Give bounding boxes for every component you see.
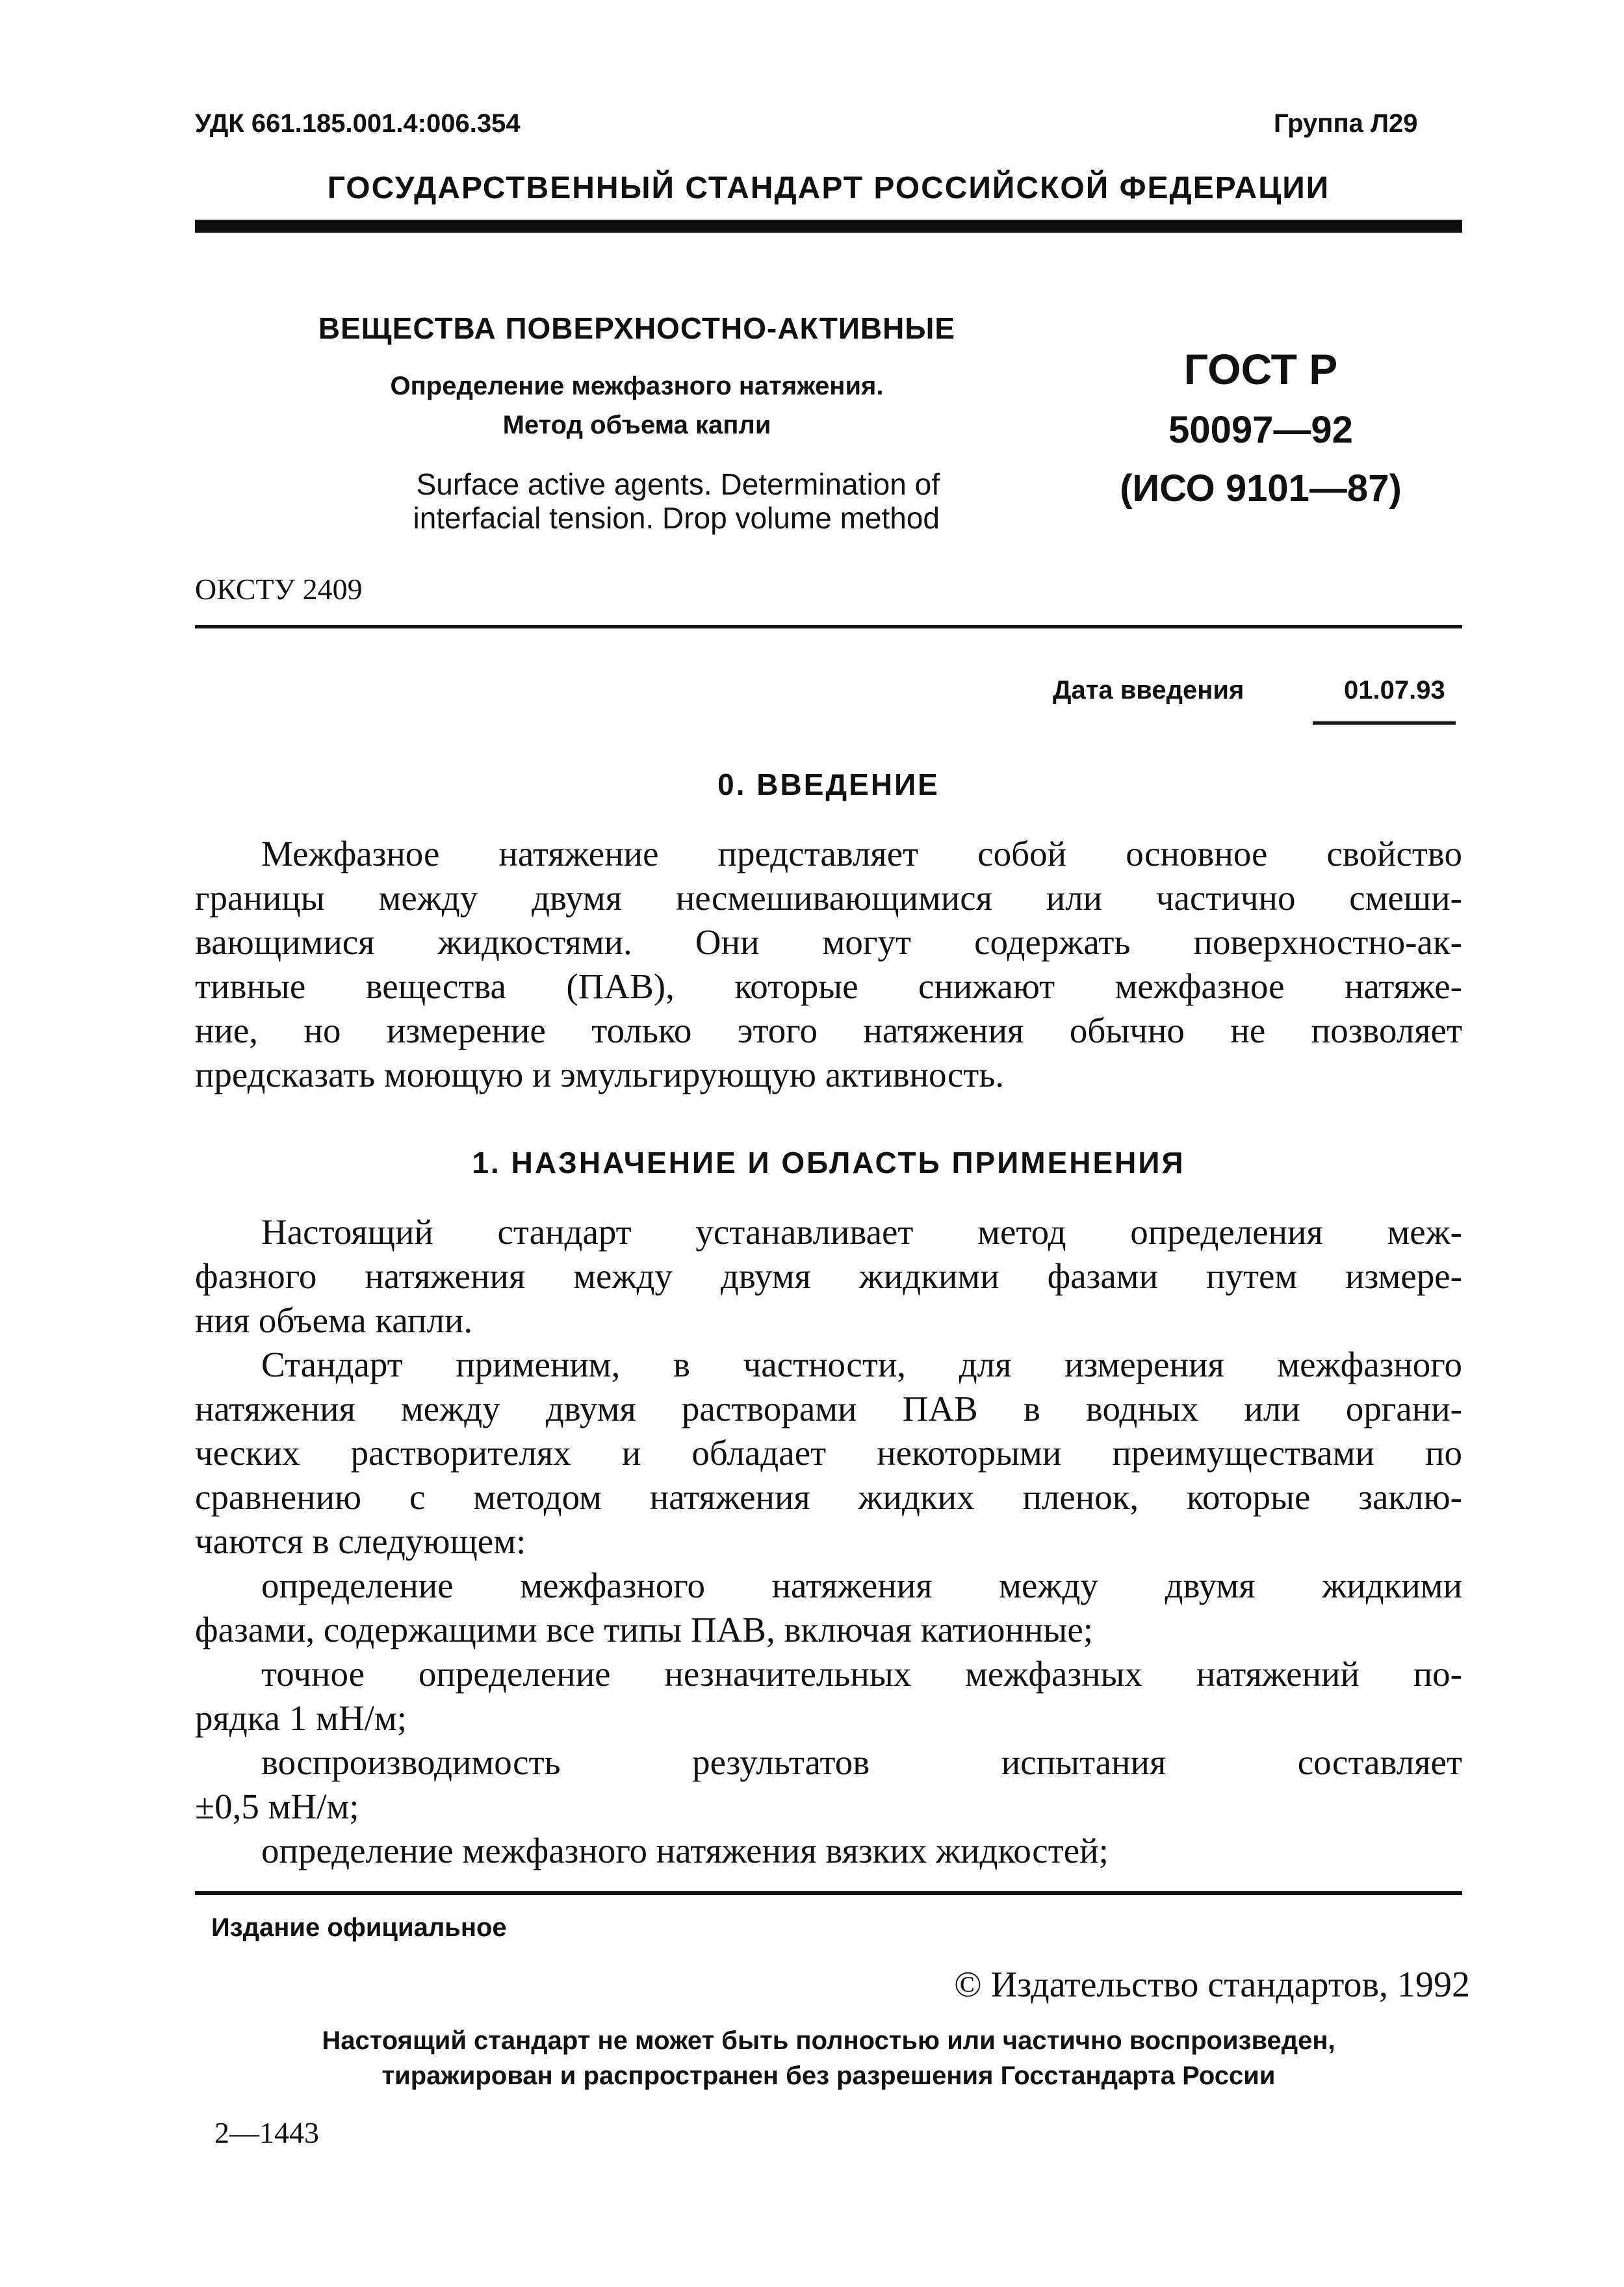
document-subtitle-line2: Метод объема капли	[502, 411, 771, 439]
group-code: Группа Л29	[1274, 109, 1418, 138]
section-1-line: ния объема капли.	[195, 1300, 473, 1340]
section-1-line: ческих растворителях и обладает некоторыми преимуществами по	[195, 1433, 1462, 1473]
intro-date-value: 01.07.93	[1344, 676, 1445, 704]
section-1-body	[195, 1210, 1462, 1873]
section-1-line: определение межфазного натяжения между двумя жидкими	[261, 1566, 1462, 1605]
section-1-line: Настоящий стандарт устанавливает метод определения меж-	[261, 1212, 1462, 1252]
footer-rule	[195, 1891, 1462, 1895]
section-1-line: фазного натяжения между двумя жидкими фазами путем измере-	[195, 1256, 1462, 1296]
section-1-line: определение межфазного натяжения вязких жидкостей;	[261, 1831, 1109, 1870]
english-title-line1: Surface active agents. Determination of	[416, 467, 940, 501]
section-1-line: рядка 1 мН/м;	[195, 1698, 407, 1738]
section-1-line: Стандарт применим, в частности, для измерения межфазного	[261, 1345, 1462, 1384]
section-0-line: предсказать моющую и эмульгирующую активность.	[195, 1055, 1005, 1094]
section-1-line: сравнению с методом натяжения жидких пленок, которые заклю-	[195, 1477, 1462, 1517]
section-0-line: границы между двумя несмешивающимися или частично смеши-	[195, 878, 1462, 918]
section-1-line: натяжения между двумя растворами ПАВ в водных или органи-	[195, 1389, 1462, 1428]
copyright: © Издательство стандартов, 1992	[954, 1965, 1470, 2005]
udk-code: УДК 661.185.001.4:006.354	[195, 109, 521, 138]
okstu-code: ОКСТУ 2409	[195, 573, 363, 606]
section-1-line: воспроизводимость результатов испытания составляет	[261, 1742, 1462, 1782]
section-0-body	[195, 832, 1462, 1097]
state-standard-heading: ГОСУДАРСТВЕННЫЙ СТАНДАРТ РОССИЙСКОЙ ФЕДЕРАЦИИ	[327, 171, 1330, 205]
english-title-line2: interfacial tension. Drop volume method	[413, 501, 940, 535]
section-0-line: вающимися жидкостями. Они могут содержать поверхностно-ак-	[195, 922, 1462, 962]
section-0-heading: 0. ВВЕДЕНИЕ	[717, 768, 940, 801]
section-0-line: тивные вещества (ПАВ), которые снижают межфазное натяже-	[195, 966, 1462, 1006]
gost-number: 50097—92	[1168, 409, 1353, 451]
reproduction-notice-line2: тиражирован и распространен без разрешения Госстандарта России	[381, 2061, 1276, 2090]
section-1-line: чаются в следующем:	[195, 1521, 526, 1561]
reproduction-notice-line1: Настоящий стандарт не может быть полностью или частично воспроизведен,	[322, 2026, 1335, 2055]
section-1-line: фазами, содержащими все типы ПАВ, включая катионные;	[195, 1610, 1094, 1649]
section-1-line: ±0,5 мН/м;	[195, 1787, 359, 1826]
document-subtitle-line1: Определение межфазного натяжения.	[390, 372, 884, 400]
intro-date-underline	[1313, 721, 1456, 725]
section-0-line: ние, но измерение только этого натяжения обычно не позволяет	[195, 1011, 1462, 1050]
official-edition: Издание официальное	[211, 1913, 507, 1942]
print-code: 2—1443	[214, 2116, 319, 2149]
section-0-line: Межфазное натяжение представляет собой основное свойство	[261, 834, 1462, 873]
iso-reference: (ИСО 9101—87)	[1120, 467, 1402, 510]
intro-date-label: Дата введения	[1053, 676, 1244, 704]
title-block-rule	[195, 625, 1462, 628]
section-1-heading: 1. НАЗНАЧЕНИЕ И ОБЛАСТЬ ПРИМЕНЕНИЯ	[472, 1146, 1185, 1180]
document-title: ВЕЩЕСТВА ПОВЕРХНОСТНО-АКТИВНЫЕ	[318, 311, 956, 345]
header-thick-rule	[195, 220, 1462, 233]
gost-label: ГОСТ Р	[1183, 345, 1338, 393]
section-1-line: точное определение незначительных межфазных натяжений по-	[261, 1654, 1462, 1694]
